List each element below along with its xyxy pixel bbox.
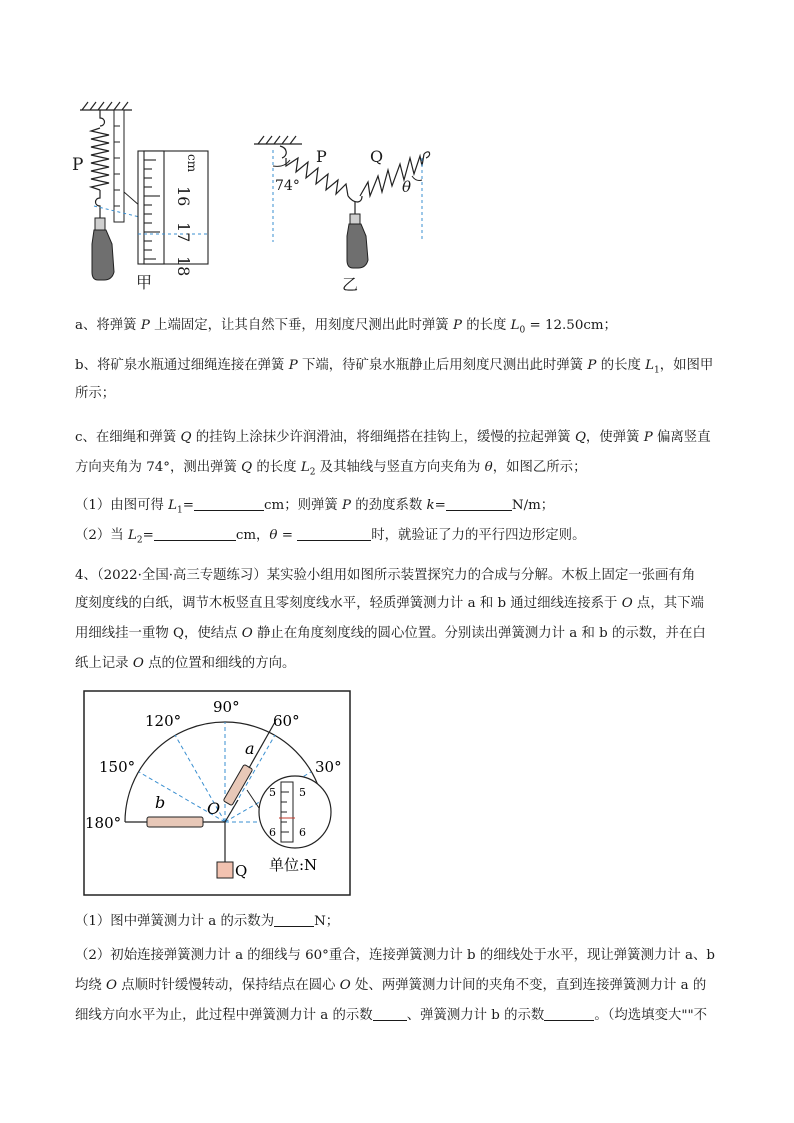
q4-item1: （1）图中弹簧测力计 a 的示数为 N；: [75, 914, 340, 929]
zoom-tick-5-right: 5: [299, 786, 306, 799]
ruler-unit-cm: cm: [185, 154, 199, 173]
origin-o-label: O: [207, 799, 221, 818]
answer-blank-theta[interactable]: [297, 526, 371, 541]
spring-p-label-yi: P: [316, 147, 327, 166]
zoom-ruler: [279, 782, 295, 842]
ceiling-left-yi: [254, 136, 302, 144]
spring-q-label-yi: Q: [370, 147, 384, 166]
step-a: a、将弹簧 P 上端固定，让其自然下垂，用刻度尺测出此时弹簧 P 的长度 $L_0 = 12.50cm$；: [75, 318, 617, 336]
q4-stem-line2: 度刻度线的白纸，调节木板竖直且零刻度线水平，轻质弹簧测力计 a 和 b 通过细线连接系于 O 点，其下端: [75, 596, 704, 611]
caption-jia: 甲: [136, 273, 153, 292]
zoom-tick-6-right: 6: [299, 826, 306, 839]
angle-74-label: 74°: [275, 178, 300, 194]
caption-yi: 乙: [342, 275, 359, 294]
weight-q: [217, 862, 233, 878]
answer-blank-l2[interactable]: [154, 526, 236, 541]
knot-yi: [348, 196, 362, 214]
angle-150: 150°: [99, 758, 136, 776]
angle-120: 120°: [145, 712, 182, 730]
angle-30: 30°: [315, 758, 342, 776]
meter-a-label: a: [245, 739, 255, 758]
answer-blank-a-reading[interactable]: [274, 912, 314, 927]
ruler-tick-16: 16: [174, 186, 193, 207]
angle-60: 60°: [273, 712, 300, 730]
ruler-tick-17: 17: [174, 222, 193, 243]
weight-q-label: Q: [235, 862, 248, 880]
q3-item1: （1）由图可得 $L_1=$ cm；则弹簧 P 的劲度系数 k= N/m；: [75, 498, 555, 516]
q4-stem-line4: 纸上记录 O 点的位置和细线的方向。: [75, 656, 296, 671]
angle-180: 180°: [85, 814, 122, 832]
ruler-strip-jia: [114, 110, 140, 222]
answer-blank-b-change[interactable]: [544, 1006, 594, 1021]
q4-stem-line1: 4、（2022·全国·高三专题练习）某实验小组用如图所示装置探究力的合成与分解。木板上固定一张画有角: [75, 568, 696, 583]
zoom-tick-6-left: 6: [269, 826, 276, 839]
spring-p-jia: [91, 110, 109, 218]
zoom-tick-5-left: 5: [269, 786, 276, 799]
figure-jia-yi: [70, 96, 450, 296]
figure-force-table: [83, 690, 351, 896]
bottle-jia: [92, 218, 114, 280]
answer-blank-k[interactable]: [446, 496, 512, 511]
answer-blank-a-change[interactable]: [373, 1006, 407, 1021]
meter-b-label: b: [155, 793, 166, 812]
q4-item2-line3: 细线方向水平为止，此过程中弹簧测力计 a 的示数 、弹簧测力计 b 的示数 。（均选填变大""不: [75, 1008, 708, 1023]
q4-item2-line2: 均绕 O 点顺时针缓慢转动，保持结点在圆心 O 处、两弹簧测力计间的夹角不变，直到连接弹簧测力计 a 的: [75, 978, 707, 993]
unit-label: 单位:N: [269, 856, 318, 874]
q4-item2-line1: （2）初始连接弹簧测力计 a 的细线与 60°重合，连接弹簧测力计 b 的细线处于水平，现让弹簧测力计 a、b: [75, 948, 715, 963]
step-c-line1: c、在细绳和弹簧 Q 的挂钩上涂抹少许润滑油，将细绳搭在挂钩上，缓慢的拉起弹簧 Q，使弹簧 P 偏离竖直: [75, 430, 711, 445]
step-b-line2: 所示；: [75, 386, 116, 401]
q3-item2: （2）当 $L_2=$ cm，θ = 时，就验证了力的平行四边形定则。: [75, 528, 586, 546]
bottle-yi: [347, 214, 368, 268]
angle-arc-theta: [412, 176, 422, 181]
angle-90: 90°: [213, 698, 240, 716]
step-b-line1: b、将矿泉水瓶通过细绳连接在弹簧 P 下端，待矿泉水瓶静止后用刻度尺测出此时弹簧 P 的长度 $L_1$，如图甲: [75, 358, 714, 376]
angle-theta-label: θ: [402, 178, 412, 196]
spring-p-label-jia: P: [72, 155, 84, 175]
q4-stem-line3: 用细线挂一重物 Q，使结点 O 静止在角度刻度线的圆心位置。分别读出弹簧测力计 a 和 b 的示数，并在白: [75, 626, 706, 641]
ruler-tick-18: 18: [174, 256, 193, 277]
ceiling-jia: [80, 102, 132, 110]
step-c-line2: 方向夹角为 74°，测出弹簧 Q 的长度 $L_2$ 及其轴线与竖直方向夹角为 θ，如图乙所示；: [75, 460, 587, 478]
answer-blank-l1[interactable]: [194, 496, 264, 511]
